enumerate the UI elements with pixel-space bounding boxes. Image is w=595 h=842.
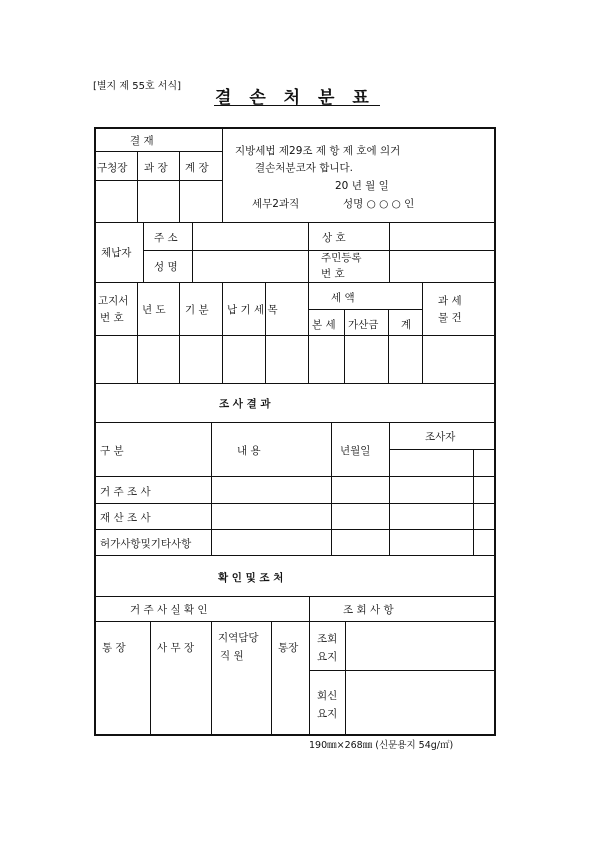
object-label-2: 물 건 (438, 312, 462, 324)
principal-label: 본 세 (312, 319, 336, 331)
local-staff-label-2: 직 원 (220, 650, 244, 662)
inquiry-label: 조 회 사 항 (343, 604, 394, 616)
name-label: 성 명 (154, 261, 178, 273)
tax-item-label: 납 기 세 목 (227, 304, 278, 316)
notice-no-label-2: 번 호 (100, 312, 124, 324)
rule (389, 449, 496, 450)
rule (389, 422, 390, 555)
total-label: 계 (401, 319, 412, 331)
rule (94, 282, 496, 283)
rule (94, 596, 496, 597)
rule (94, 555, 496, 556)
rule (309, 670, 496, 671)
row-residence: 거 주 조 사 (100, 486, 151, 498)
notice-no-label-1: 고지서 (98, 295, 129, 307)
rule (388, 309, 389, 383)
inquiry-req-label-1: 조회 (317, 633, 338, 645)
rule (192, 222, 193, 282)
rule (94, 335, 496, 336)
rule (143, 222, 144, 282)
title-underline (214, 105, 380, 106)
confirmation-heading: 확 인 및 조 처 (218, 572, 284, 584)
statement-line2: 결손처분코자 합니다. (255, 162, 353, 174)
tongjang-label: 통장 (278, 642, 299, 654)
rule (94, 180, 222, 181)
surcharge-label: 가산금 (348, 319, 379, 331)
form-number: [별지 제 55호 서식] (93, 81, 182, 92)
rule (94, 529, 496, 530)
reply-label-2: 요지 (317, 708, 338, 720)
address-label: 주 소 (154, 232, 178, 244)
rule (331, 422, 332, 555)
investigation-heading: 조 사 결 과 (219, 398, 271, 410)
rule (179, 282, 180, 383)
rule (309, 596, 310, 736)
rule (137, 282, 138, 383)
approval-col-district-head: 구청장 (97, 162, 128, 174)
rule (94, 476, 496, 477)
approval-heading: 결 재 (130, 135, 154, 147)
rule (143, 250, 496, 251)
rule (344, 309, 345, 383)
form-title: 결 손 처 분 표 (215, 88, 369, 108)
rule (345, 621, 346, 736)
rule (94, 503, 496, 504)
rule (308, 222, 309, 282)
approval-col-section-chief: 과 장 (144, 162, 168, 174)
statement-line1: 지방세법 제29조 제 항 제 호에 의거 (235, 145, 401, 157)
residence-check-label: 거 주 사 실 확 인 (130, 604, 208, 616)
rule (422, 282, 423, 383)
rule (308, 282, 309, 383)
rule (94, 222, 496, 223)
rule (389, 222, 390, 282)
row-property: 재 산 조 사 (100, 512, 151, 524)
rule (94, 151, 222, 152)
rule (211, 621, 212, 736)
object-label-1: 과 세 (438, 295, 462, 307)
reply-label-1: 회신 (317, 690, 338, 702)
rule (222, 282, 223, 383)
amount-label: 세 액 (331, 292, 355, 304)
rule (265, 282, 266, 383)
resident-no-label-2: 번 호 (321, 268, 345, 280)
rule (271, 621, 272, 736)
tong-chief-label: 통 장 (102, 642, 126, 654)
statement-signer: 성명 ○ ○ ○ 인 (343, 198, 415, 210)
row-permits-other: 허가사항및기타사항 (100, 538, 192, 550)
rule (179, 151, 180, 222)
content-label: 내 용 (237, 445, 261, 457)
statement-department: 세무2과직 (252, 198, 300, 210)
approval-col-team-chief: 계 장 (185, 162, 209, 174)
statement-date: 20 년 월 일 (335, 180, 389, 192)
rule (150, 621, 151, 736)
inquiry-req-label-2: 요지 (317, 651, 338, 663)
business-name-label: 상 호 (322, 232, 346, 244)
rule (222, 127, 223, 222)
rule (94, 621, 496, 622)
rule (211, 422, 212, 555)
rule (137, 151, 138, 222)
rule (94, 383, 496, 384)
local-staff-label-1: 지역담당 (218, 632, 259, 644)
paper-spec: 190㎜×268㎜ (신문용지 54g/㎡) (309, 740, 454, 751)
category-label: 구 분 (100, 445, 124, 457)
taxpayer-label: 체납자 (101, 247, 132, 259)
date-label: 년월일 (340, 445, 371, 457)
year-label: 년 도 (142, 304, 166, 316)
office-chief-label: 사 무 장 (157, 642, 195, 654)
resident-no-label-1: 주민등록 (321, 252, 362, 264)
rule (94, 422, 496, 423)
rule (473, 449, 474, 555)
rule (308, 309, 422, 310)
period-label: 기 분 (185, 304, 209, 316)
investigator-label: 조사자 (425, 431, 456, 443)
